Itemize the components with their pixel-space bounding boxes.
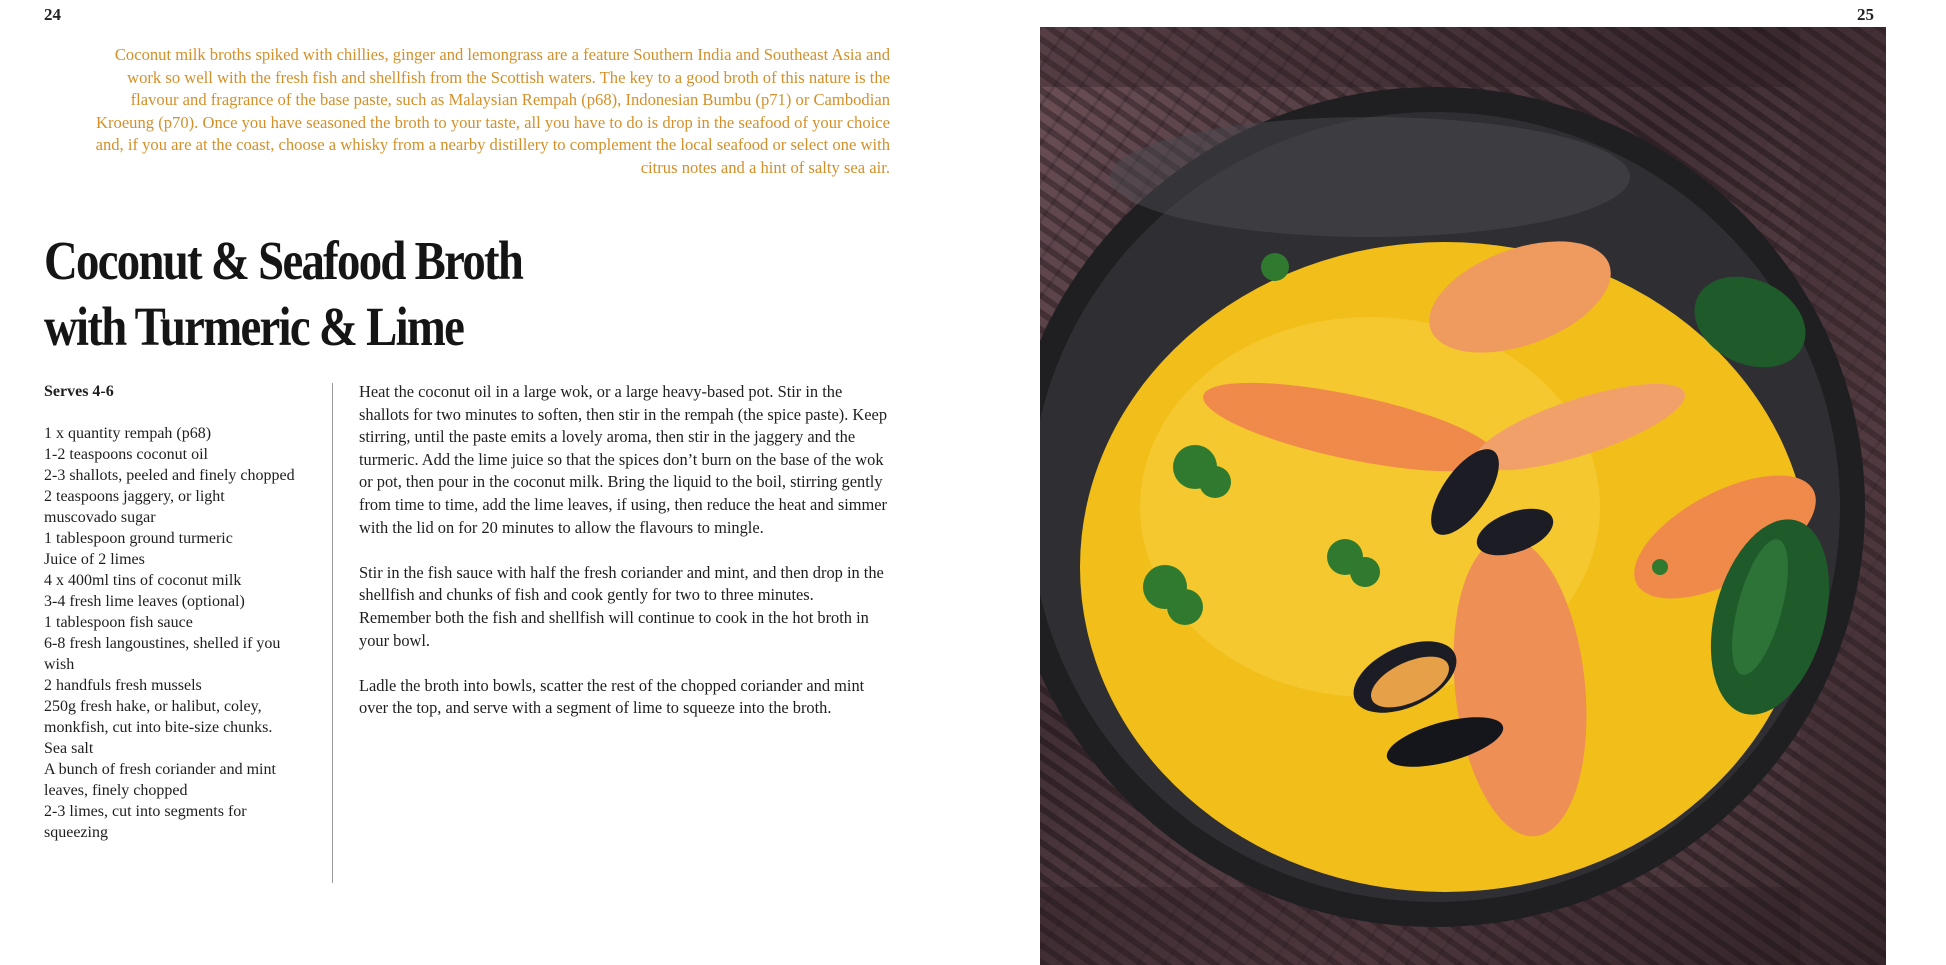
ingredient-item: 2-3 shallots, peeled and finely chopped: [44, 467, 295, 484]
ingredient-item: Juice of 2 limes: [44, 551, 145, 568]
column-divider: [332, 383, 333, 883]
ingredient-item: 1 tablespoon ground turmeric: [44, 530, 233, 547]
recipe-photo: [1040, 27, 1886, 965]
recipe-title-line-2: with Turmeric & Lime: [44, 296, 464, 357]
ingredient-item: 6-8 fresh langoustines, shelled if you wish: [44, 635, 281, 673]
broth-illustration: [1040, 27, 1886, 965]
recipe-title-line-1: Coconut & Seafood Broth: [44, 230, 523, 291]
ingredient-item: A bunch of fresh coriander and mint leaves, finely chopped: [44, 761, 276, 799]
ingredient-item: 2 teaspoons jaggery, or light muscovado sugar: [44, 488, 225, 526]
serves-label: Serves 4-6: [44, 383, 114, 400]
method-step: Stir in the fish sauce with half the fresh coriander and mint, and then drop in the shellfish and chunks of fish and cook gently for two to three minutes. Remember both the fish and shellfish will continue to cook in the hot broth in your bowl.: [359, 562, 884, 650]
ingredient-item: 250g fresh hake, or halibut, coley, monkfish, cut into bite-size chunks.: [44, 698, 273, 736]
ingredient-item: Sea salt: [44, 740, 94, 757]
page-number-left: 24: [44, 5, 61, 24]
ingredient-item: 1 x quantity rempah (p68): [44, 425, 212, 442]
page-number-right: 25: [1857, 5, 1874, 24]
recipe-title: [44, 228, 639, 360]
ingredient-item: 1-2 teaspoons coconut oil: [44, 446, 208, 463]
method-step: Heat the coconut oil in a large wok, or a large heavy-based pot. Stir in the shallots for two minutes to soften, then stir in the rempah (the spice paste). Keep stirring, until the paste emits a lovely aroma, then stir in the jaggery and the turmeric. Add the lime juice so that the spices don’t burn on the base of the wok or pot, then pour in the coconut milk. Bring the liquid to the boil, stirring gently from time to time, add the lime leaves, if using, then reduce the heat and simmer with the lid on for 20 minutes to allow the flavours to mingle.: [359, 382, 888, 537]
wok-sheen: [1110, 117, 1630, 237]
intro-paragraph: Coconut milk broths spiked with chillies, ginger and lemongrass are a feature Southern India and Southeast Asia and work so well with the fresh fish and shellfish from the Scottish waters. The key to a good broth of this nature is the flavour and fragrance of the base paste, such as Malaysian Rempah (p68), Indonesian Bumbu (p71) or Cambodian Kroeung (p70). Once you have seasoned the broth to your taste, all you have to do is drop in the seafood of your choice and, if you are at the coast, choose a whisky from a nearby distillery to complement the local seafood or select one with citrus notes and a hint of salty sea air.: [95, 45, 890, 177]
method-step: Ladle the broth into bowls, scatter the rest of the chopped coriander and mint over the top, and serve with a segment of lime to squeeze into the broth.: [359, 675, 865, 718]
ingredients-column: [44, 381, 300, 843]
ingredient-item: 2 handfuls fresh mussels: [44, 677, 202, 694]
ingredient-item: 4 x 400ml tins of coconut milk: [44, 572, 242, 589]
ingredient-item: 1 tablespoon fish sauce: [44, 614, 193, 631]
ingredients-list: [44, 423, 300, 843]
ingredient-item: 2-3 limes, cut into segments for squeezing: [44, 803, 247, 841]
method-column: [359, 381, 887, 743]
ingredient-item: 3-4 fresh lime leaves (optional): [44, 593, 245, 610]
